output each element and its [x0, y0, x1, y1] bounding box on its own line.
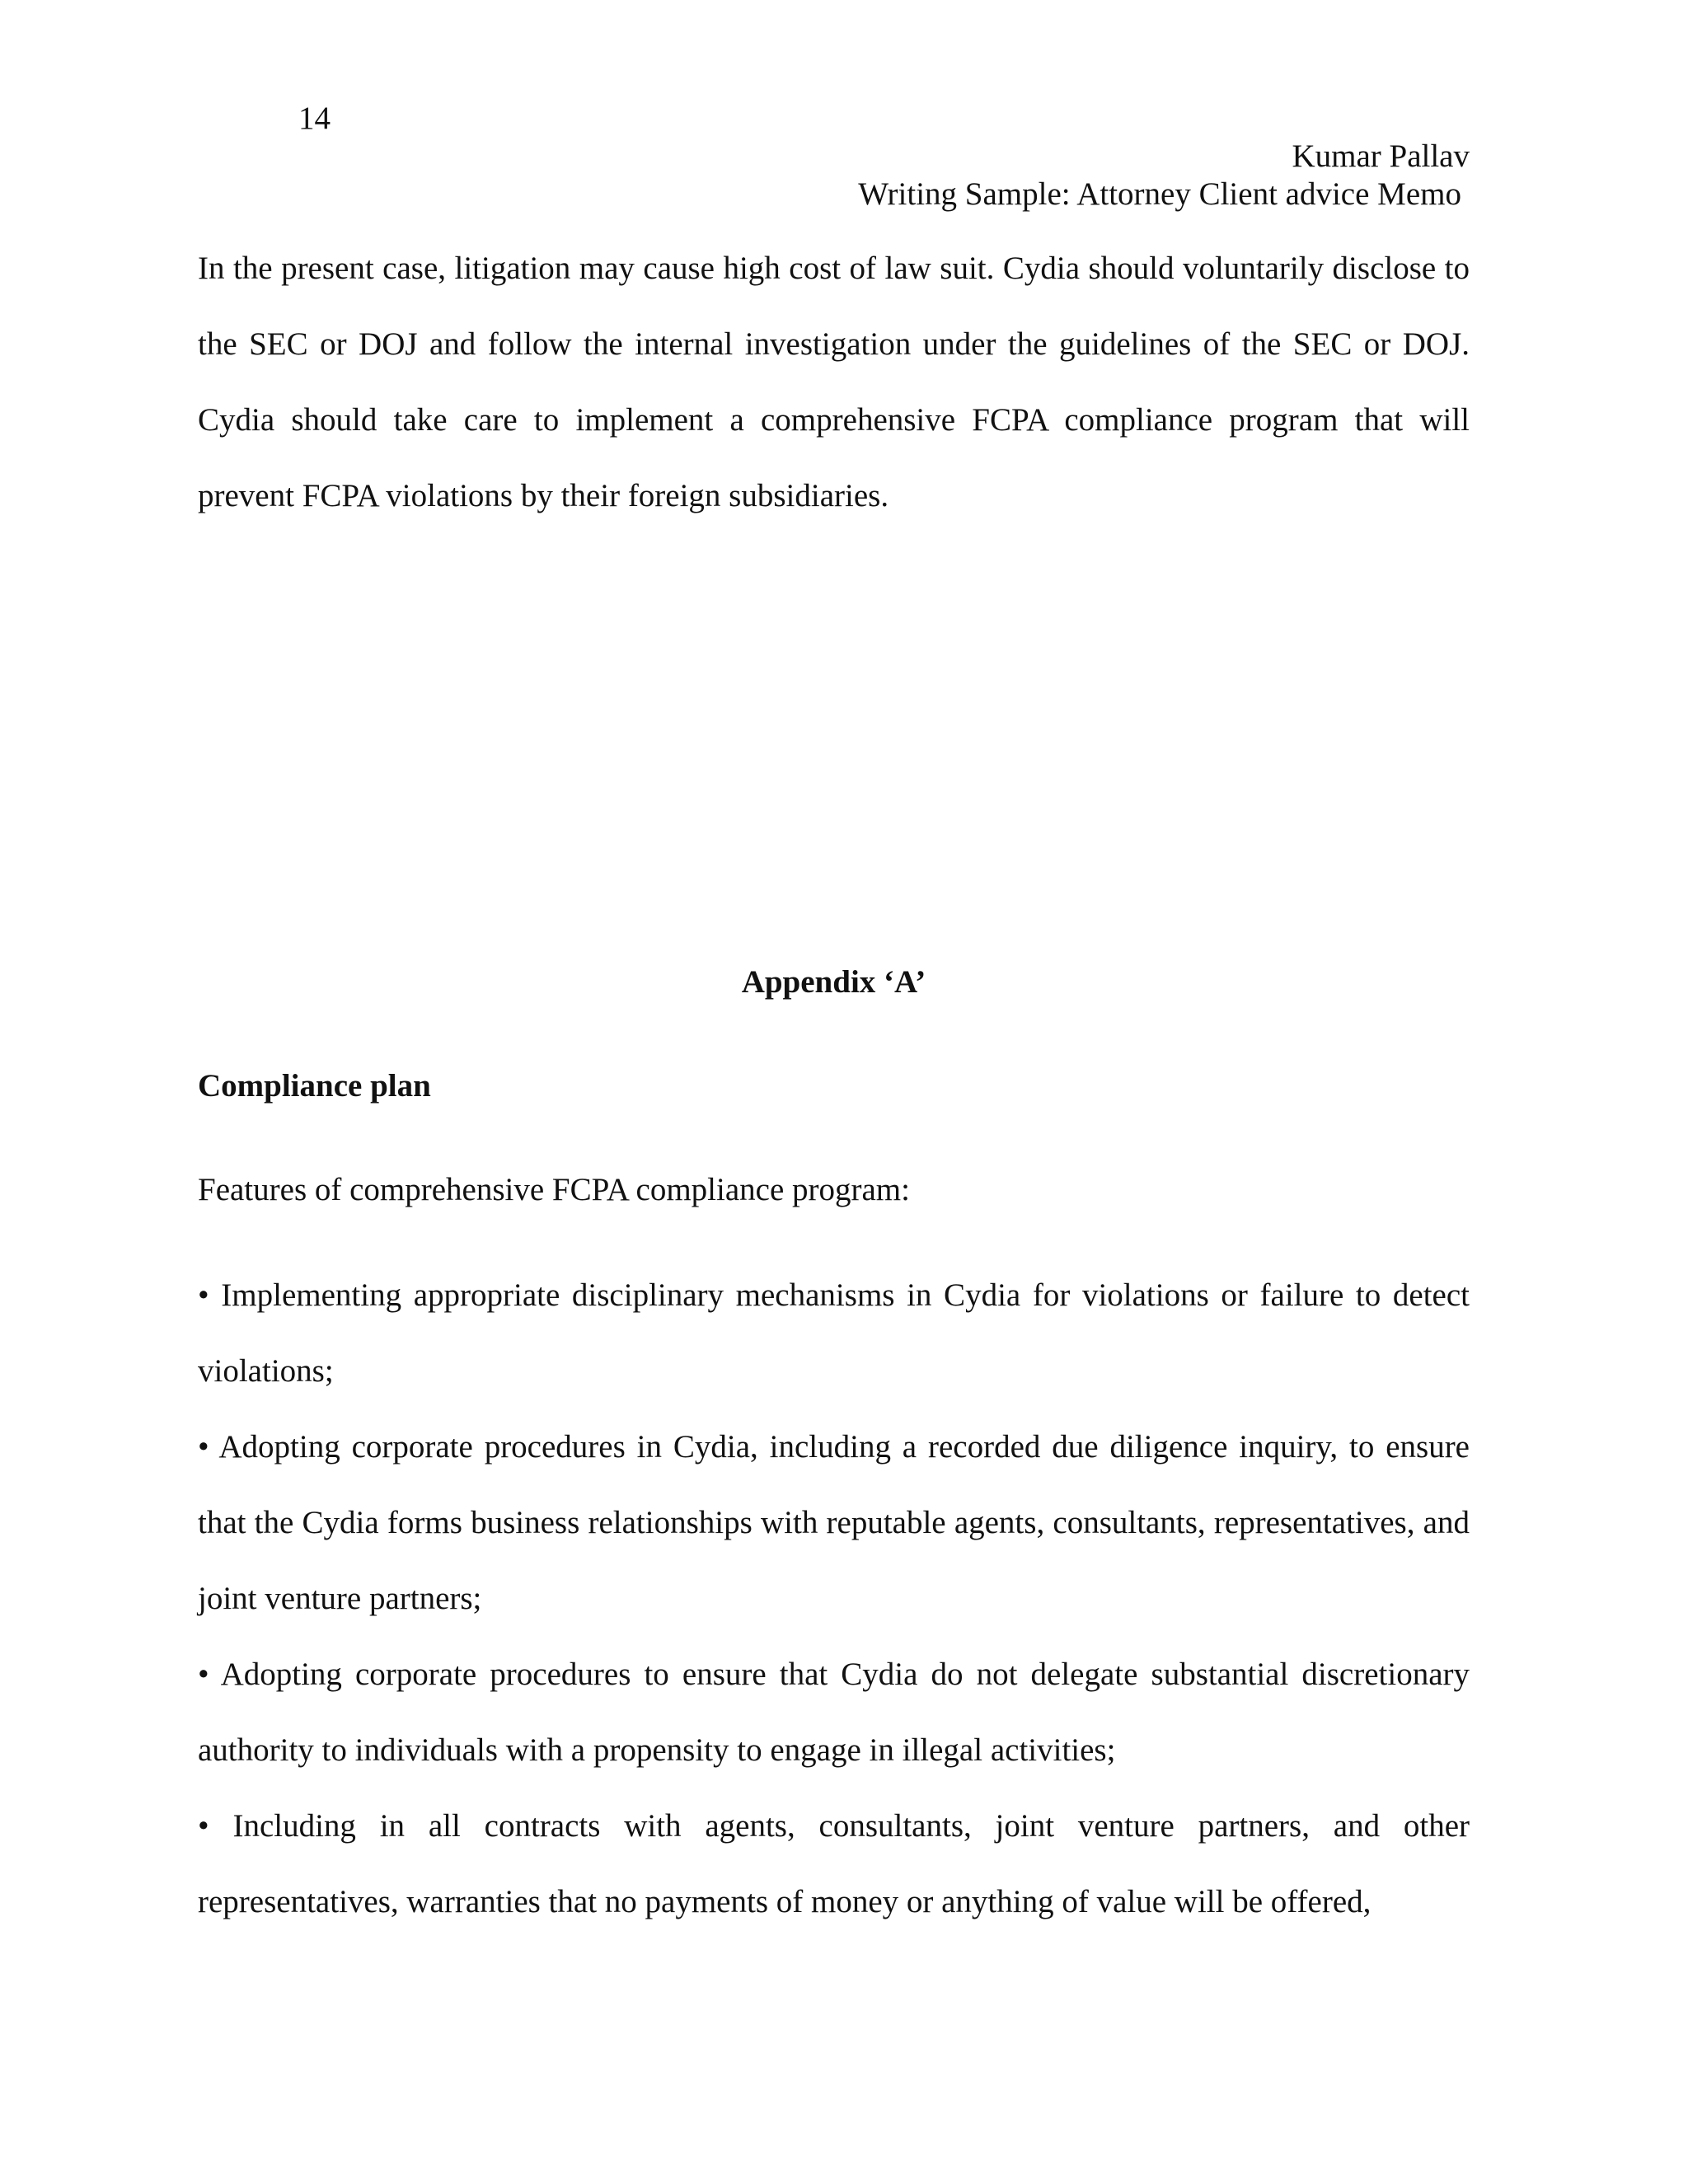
- bullet-item: • Implementing appropriate disciplinary mechanisms in Cydia for violations or failure to detect violations;: [198, 1277, 1470, 1389]
- author-name: Kumar Pallav: [1292, 138, 1470, 174]
- section-heading: Compliance plan: [198, 1068, 431, 1104]
- bullet-item: • Adopting corporate procedures to ensure that Cydia do not delegate substantial discretionary authority to individuals with a propensity to engage in illegal activities;: [198, 1657, 1470, 1768]
- appendix-title: Appendix ‘A’: [741, 964, 926, 1000]
- features-intro: Features of comprehensive FCPA compliance program:: [198, 1172, 910, 1207]
- bullet-list: [198, 1258, 1470, 1940]
- bullet-item: • Including in all contracts with agents, consultants, joint venture partners, and other representatives, warranties that no payments of money or anything of value will be offered,: [198, 1808, 1470, 1919]
- bullet-item: • Adopting corporate procedures in Cydia, including a recorded due diligence inquiry, to ensure that the Cydia forms business relationships with reputable agents, consultants, representatives, and joint venture partners;: [198, 1429, 1470, 1616]
- document-subtitle: Writing Sample: Attorney Client advice Memo: [858, 176, 1461, 212]
- page-number: 14: [298, 101, 331, 136]
- intro-paragraph: In the present case, litigation may cause high cost of law suit. Cydia should voluntarily disclose to the SEC or DOJ and follow the internal investigation under the guidelines of the SEC or DOJ. Cydia should take care to implement a comprehensive FCPA compliance program that will prevent FCPA violations by their foreign subsidiaries.: [198, 251, 1470, 513]
